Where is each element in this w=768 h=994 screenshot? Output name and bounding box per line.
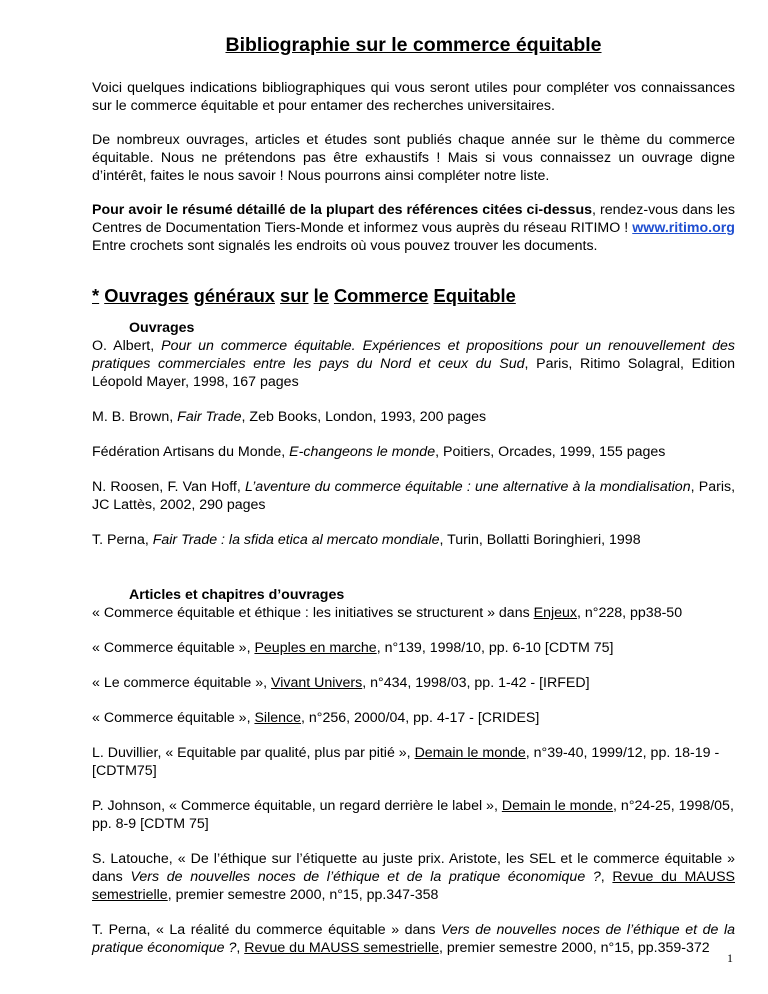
intro-paragraph-3 bbox=[92, 201, 735, 255]
ritimo-link[interactable]: www.ritimo.org bbox=[632, 220, 735, 237]
reference-item: N. Roosen, F. Van Hoff, L’aventure du commerce équitable : une alternative à la mondialisation, Paris, JC Lattès, 2002, 290 pages bbox=[92, 479, 736, 514]
intro-bold-text: Pour avoir le résumé détaillé de la plupart des références citées ci-dessus bbox=[92, 202, 593, 219]
subheading-articles: Articles et chapitres d’ouvrages bbox=[129, 587, 345, 604]
article-item: « Commerce équitable », Silence, n°256, 2000/04, pp. 4-17 - [CRIDES] bbox=[92, 710, 540, 727]
article-item: « Le commerce équitable », Vivant Univers, n°434, 1998/03, pp. 1-42 - [IRFED] bbox=[92, 675, 590, 692]
intro-text-end: Entre crochets sont signalés les endroits où vous pouvez trouver les documents. bbox=[92, 238, 598, 255]
article-item: T. Perna, « La réalité du commerce équitable » dans Vers de nouvelles noces de l’éthique et de la pratique économique ?, Revue du MAUSS semestrielle, premier semestre 2000, n°15, pp.359-372 bbox=[92, 922, 735, 957]
page-title: Bibliographie sur le commerce équitable bbox=[225, 34, 602, 56]
reference-item: Fédération Artisans du Monde, E-changeons le monde, Poitiers, Orcades, 1999, 155 pages bbox=[92, 444, 666, 461]
article-item: « Commerce équitable », Peuples en marche, n°139, 1998/10, pp. 6-10 [CDTM 75] bbox=[92, 640, 614, 657]
page-content bbox=[92, 34, 735, 957]
section-heading: * Ouvrages généraux sur le Commerce Equitable bbox=[92, 285, 516, 307]
intro-paragraph-2: De nombreux ouvrages, articles et études sont publiés chaque année sur le thème du commerce équitable. Nous ne prétendons pas être exhaustifs ! Mais si vous connaissez un ouvrage digne d’intérêt, faites le nous savoir ! Nous pourrons ainsi compléter notre liste. bbox=[92, 132, 735, 185]
reference-item: M. B. Brown, Fair Trade, Zeb Books, London, 1993, 200 pages bbox=[92, 409, 487, 426]
article-item: P. Johnson, « Commerce équitable, un regard derrière le label », Demain le monde, n°24-25, 1998/05, pp. 8-9 [CDTM 75] bbox=[92, 798, 734, 833]
subheading-ouvrages: Ouvrages bbox=[129, 320, 195, 337]
article-item: L. Duvillier, « Equitable par qualité, plus par pitié », Demain le monde, n°39-40, 1999/12, pp. 18-19 - [CDTM75] bbox=[92, 745, 720, 780]
article-item: « Commerce équitable et éthique : les initiatives se structurent » dans Enjeux, n°228, pp38-50 bbox=[92, 605, 683, 622]
reference-item: T. Perna, Fair Trade : la sfida etica al mercato mondiale, Turin, Bollatti Boringhieri, 1998 bbox=[92, 532, 641, 549]
page-number: 1 bbox=[727, 951, 733, 965]
article-item: S. Latouche, « De l’éthique sur l’étiquette au juste prix. Aristote, les SEL et le commerce équitable » dans Vers de nouvelles noces de l’éthique et de la pratique économique ?, Revue du MAUSS semestrielle, premier semestre 2000, n°15, pp.347-358 bbox=[92, 851, 735, 904]
intro-paragraph-1: Voici quelques indications bibliographiques qui vous seront utiles pour compléter vos connaissances sur le commerce équitable et pour entamer des recherches universitaires. bbox=[92, 80, 735, 115]
intro-text: , rendez-vous dans les Centres de Documentation Tiers-Monde et informez vous auprès du réseau RITIMO ! bbox=[92, 202, 735, 237]
reference-item: O. Albert, Pour un commerce équitable. Expériences et propositions pour un renouvellement des pratiques commerciales entre les pays du Nord et ceux du Sud, Paris, Ritimo Solagral, Edition Léopold Mayer, 1998, 167 pages bbox=[92, 338, 735, 391]
